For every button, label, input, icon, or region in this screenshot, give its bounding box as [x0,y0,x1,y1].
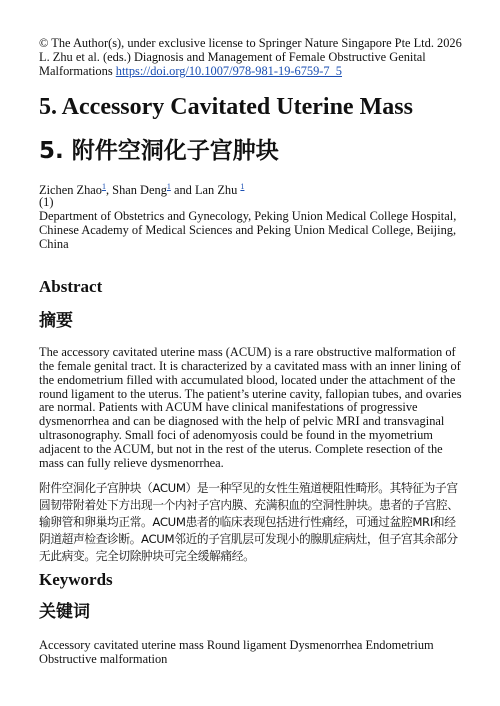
chapter-title-english: 5. Accessory Cavitated Uterine Mass [39,94,413,120]
book-citation [39,50,465,78]
keywords-heading-chinese: 关键词 [39,602,90,622]
affiliation-ref-link[interactable]: 1 [101,182,106,191]
author-separator: and [170,183,195,197]
keywords-list: Accessory cavitated uterine mass Round ligament Dysmenorrhea Endometrium Obstructive malformation [39,638,434,666]
author-name: Lan Zhu [194,183,238,197]
affiliation-number: (1) [39,195,54,209]
doi-link[interactable]: https://doi.org/10.1007/978-981-19-6759-7_5 [115,64,343,79]
affiliation-ref-link[interactable]: 1 [240,182,245,191]
abstract-text-chinese: 附件空洞化子宫肿块（ACUM）是一种罕见的女性生殖道梗阻性畸形。其特征为子宫圆韧带附着处下方出现一个内衬子宫内膜、充满积血的空洞性肿块。患者的子宫腔、输卵管和卵巢均正常。ACUM患者的临床表现包括进行性痛经，可通过盆腔MRI和经阴道超声检查诊断。ACUM邻近的子宫肌层可发现小的腺肌症病灶，但子宫其余部分无此病变。完全切除肿块可完全缓解痛经。 [39,481,459,563]
affiliation-ref-link[interactable]: 1 [166,182,171,191]
copyright-line: © The Author(s), under exclusive license to Springer Nature Singapore Pte Ltd. 2026 [39,36,462,50]
copyright-notice [39,36,465,79]
keywords-heading-english: Keywords [39,570,113,589]
abstract-heading-chinese: 摘要 [39,311,73,331]
chapter-title-chinese: 5. 附件空洞化子宫肿块 [39,138,279,164]
abstract-heading-english: Abstract [39,277,103,296]
affiliation-text: Department of Obstetrics and Gynecology, Peking Union Medical College Hospital, Chinese Academy of Medical Sciences and Peking Union Medical College, Beijing, China [39,209,457,251]
author-name: Zichen Zhao [39,183,102,197]
author-name: Shan Deng [112,183,167,197]
abstract-text-english: The accessory cavitated uterine mass (ACUM) is a rare obstructive malformation of the female genital tract. It is characterized by a cavitated mass with an inner lining of the endometrium filled with accumulated blood, located under the attachment of the round ligament to the uterus. The patient’s uterine cavity, fallopian tubes, and ovaries are normal. Patients with ACUM have clinical manifestations of progressive dysmenorrhea and can be diagnosed with the help of pelvic MRI and transvaginal ultrasonography. Small foci of adenomyosis could be found in the myometrium adjacent to the ACUM, but not in the rest of the uterus. Complete resection of the mass can fully relieve dysmenorrhea. [39,345,462,470]
book-citation-text: L. Zhu et al. (eds.) Diagnosis and Management of Female Obstructive Genital Malformations [39,50,426,79]
author-separator: , [105,183,113,197]
